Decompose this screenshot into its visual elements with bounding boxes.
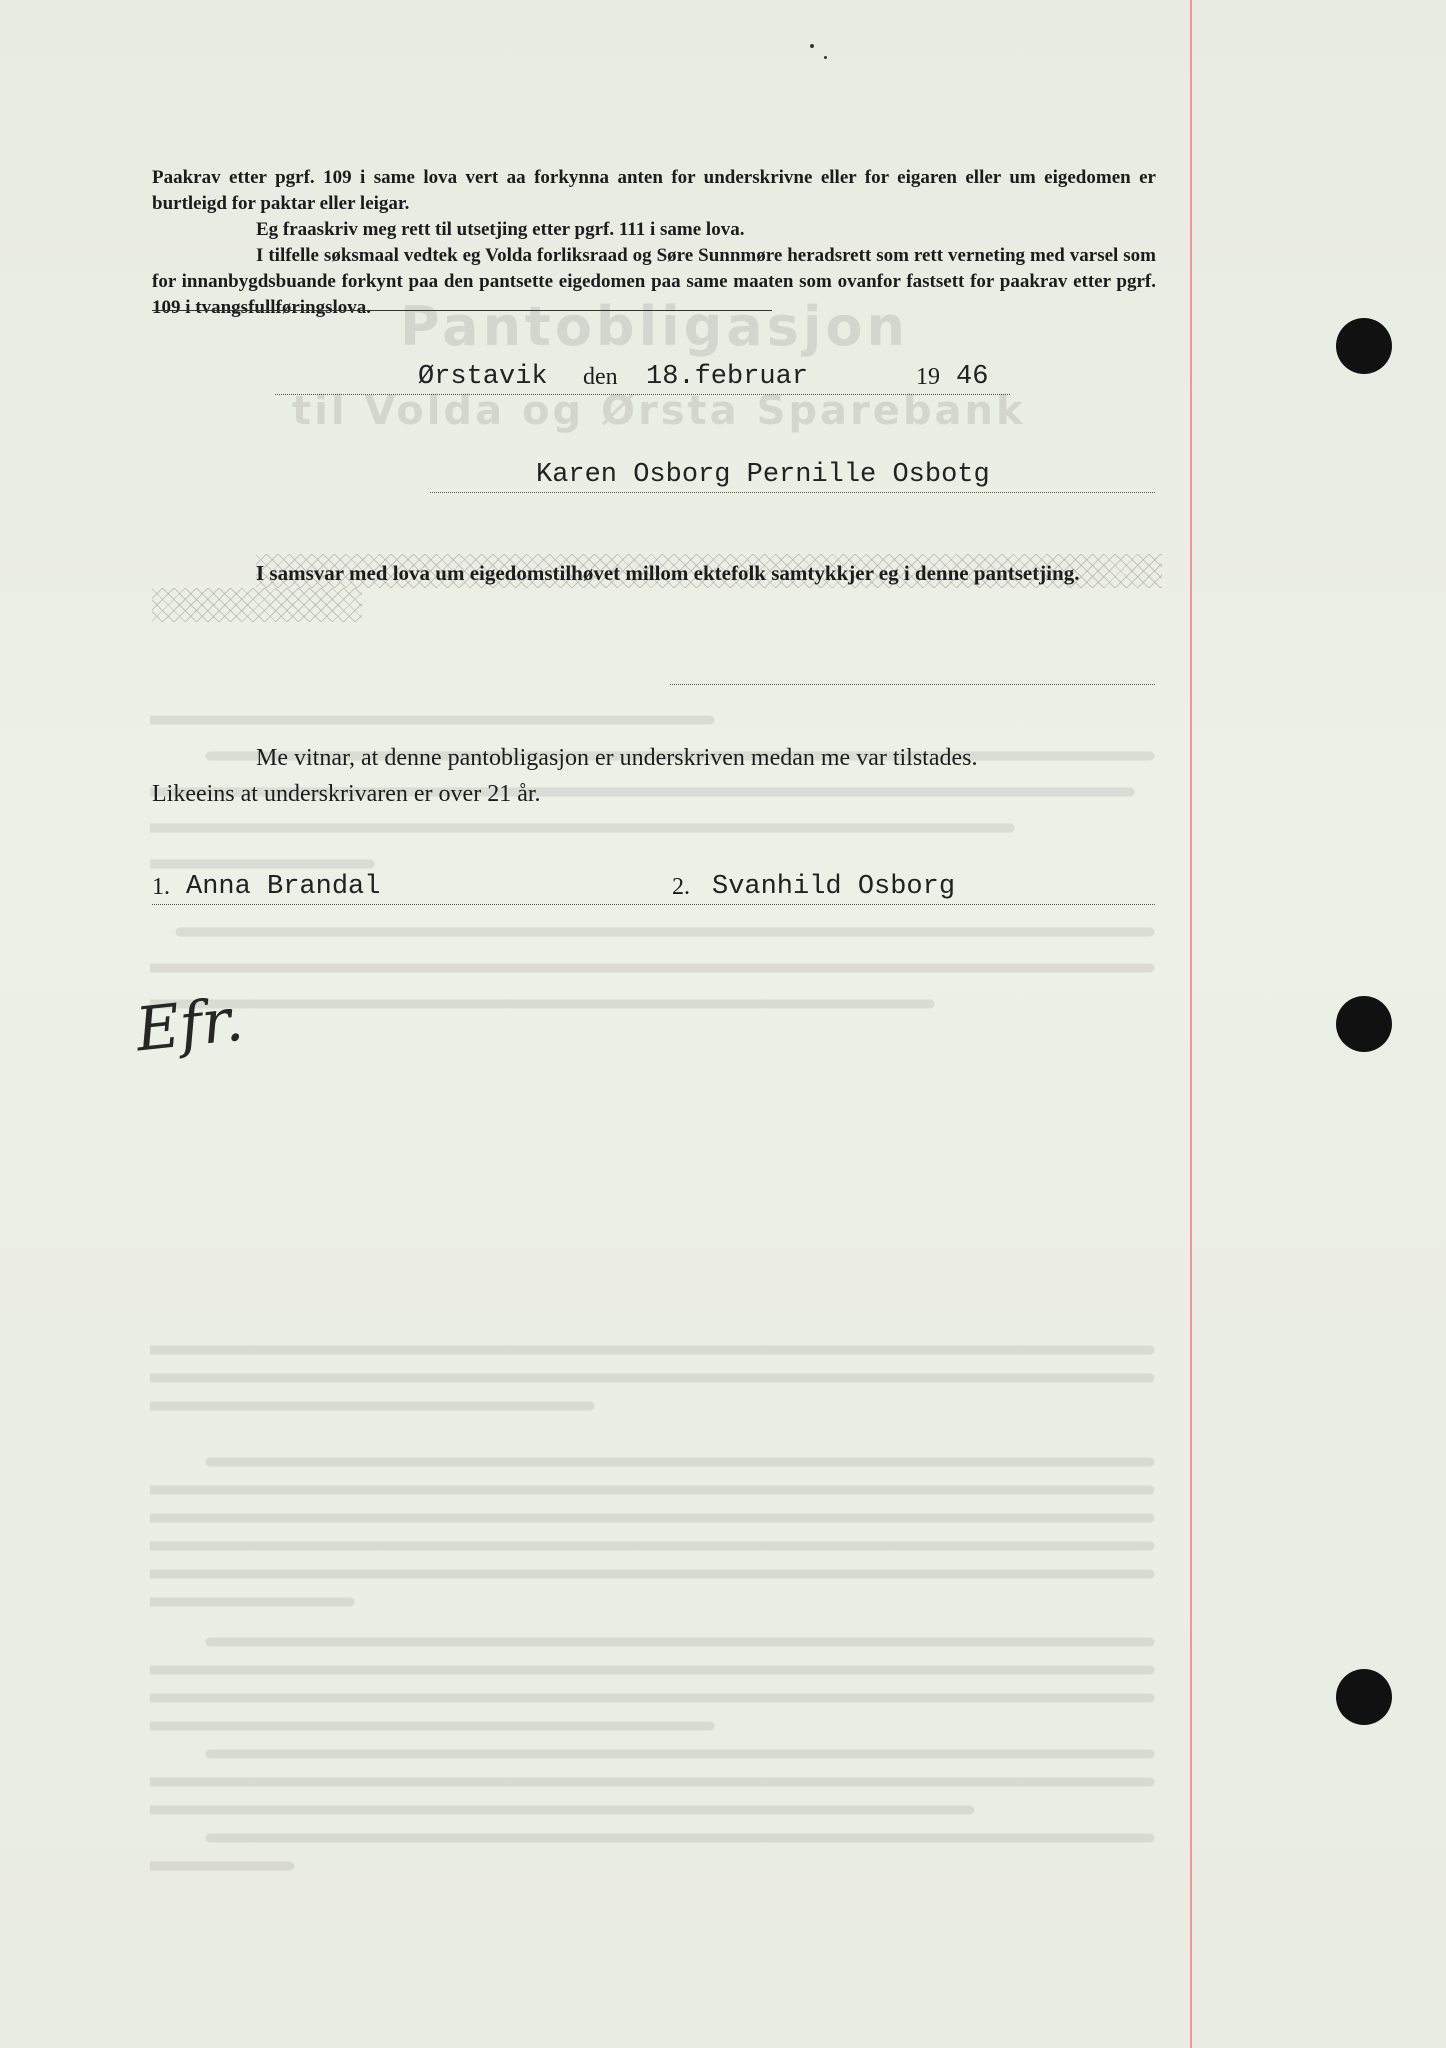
spouse-consent-block xyxy=(152,556,1162,590)
spouse-signature-line xyxy=(670,684,1155,685)
paakrav-paragraph: Paakrav etter pgrf. 109 i same lova vert aa forkynna anten for underskrivne eller for eigaren eller um eigedomen er burtleigd for paktar eller leigar. xyxy=(152,167,1156,214)
date-year-suffix: 46 xyxy=(956,362,989,392)
date-year-prefix: 19 xyxy=(916,364,940,390)
witness-statement xyxy=(152,740,1156,812)
soeksmaal-paragraph: I tilfelle søksmaal vedtek eg Volda forliksraad og Søre Sunnmøre heradsrett som rett verneting med varsel som for innanbygdsbuande forkynt paa den pantsette eigedomen paa same maaten som ovanfor fastsett for paakrav etter pgrf. 109 i tvangsfullføringslova. xyxy=(152,245,1156,318)
fraaskriv-paragraph: Eg fraaskriv meg rett til utsetjing etter pgrf. 111 i same lova. xyxy=(256,219,745,240)
punch-hole-bottom xyxy=(1336,1669,1392,1725)
spouse-consent-text: I samsvar med lova um eigedomstilhøvet millom ektefolk samtykkjer eg i denne pantsetjing. xyxy=(256,561,1080,585)
witness1-name: Anna Brandal xyxy=(186,872,381,902)
date-den-label: den xyxy=(583,364,618,390)
witness-statement-line2: Likeeins at underskrivaren er over 21 år. xyxy=(152,781,541,807)
terms-underline xyxy=(152,310,772,311)
signature-names: Karen Osborg Pernille Osbotg xyxy=(536,460,990,490)
ink-mark xyxy=(824,56,827,59)
contract-terms xyxy=(152,165,1156,321)
bleedthrough-subtitle: til Volda og Ørsta Sparebank xyxy=(292,388,1026,434)
witness-statement-line1: Me vitnar, at denne pantobligasjon er underskriven medan me var tilstades. xyxy=(256,745,978,771)
witness2-name: Svanhild Osborg xyxy=(712,872,956,902)
date-underline xyxy=(275,394,1010,395)
handwritten-initials: Efr. xyxy=(132,984,247,1066)
strikeout-row-1 xyxy=(256,554,1162,588)
witness2-number: 2. xyxy=(672,874,690,900)
date-day-month: 18.februar xyxy=(646,362,809,392)
signature-underline xyxy=(430,492,1155,493)
margin-rule xyxy=(1190,0,1192,2048)
punch-hole-top xyxy=(1336,318,1392,374)
punch-hole-middle xyxy=(1336,996,1392,1052)
bleedthrough-title: Pantobligasjon xyxy=(400,295,909,358)
strikeout-row-2 xyxy=(152,588,362,622)
witness1-number: 1. xyxy=(152,874,170,900)
date-place: Ørstavik xyxy=(418,362,548,392)
ink-mark xyxy=(810,44,814,48)
witness-underline xyxy=(152,904,1155,905)
